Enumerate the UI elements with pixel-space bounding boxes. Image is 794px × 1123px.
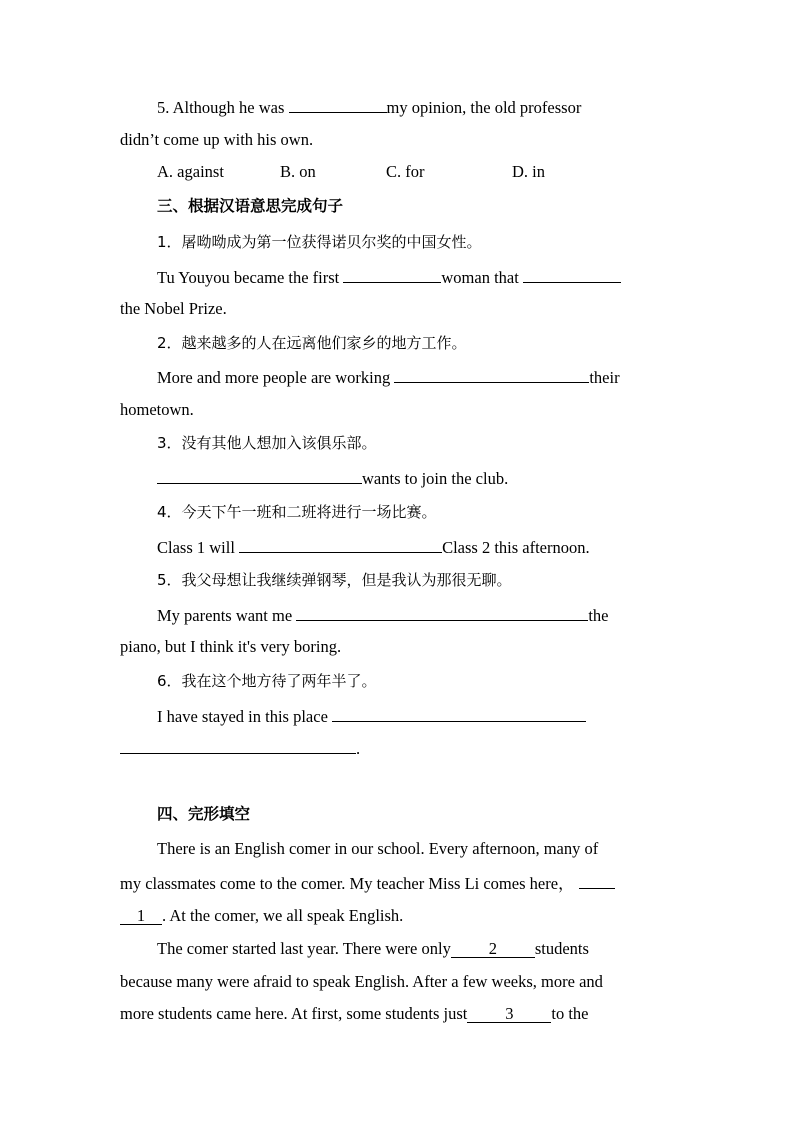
s3-item5-en-a: My parents want me (157, 606, 293, 625)
s3-item6-cn: 6．我在这个地方待了两年半了。 (157, 672, 377, 690)
s3-item3-blank[interactable] (157, 468, 362, 484)
option-d[interactable]: D. in (512, 162, 545, 181)
s3-item3-cn: 3．没有其他人想加入该俱乐部。 (157, 434, 377, 452)
s3-item5-en-b: the (588, 606, 609, 625)
s4-p2-line3 (120, 1004, 588, 1024)
s3-item1-cn: 1．屠呦呦成为第一位获得诺贝尔奖的中国女性。 (157, 233, 482, 251)
s3-item5-cn: 5．我父母想让我继续弹钢琴，但是我认为那很无聊。 (157, 571, 512, 589)
s4-p2-line3-a: more students came here. At first, some students just (120, 1004, 468, 1023)
s3-item6-en-a: I have stayed in this place (157, 707, 328, 726)
s3-item2-en-a: More and more people are working (157, 368, 391, 387)
s3-item2-blank[interactable] (394, 367, 589, 383)
s3-item4-en-a: Class 1 will (157, 538, 235, 557)
mc-q5-prefix: 5. Although he was (157, 98, 285, 117)
s4-p1-line3 (120, 906, 403, 926)
s3-item5-blank[interactable] (296, 605, 588, 621)
s3-item6-blank1[interactable] (332, 706, 586, 722)
s4-blank1-top (579, 873, 615, 889)
mc-q5-suffix: my opinion, the old professor (386, 98, 582, 117)
s3-item6-blank2[interactable] (120, 738, 356, 754)
s3-item3-en (157, 468, 508, 489)
section4-heading: 四、完形填空 (157, 805, 251, 823)
s3-item4-blank[interactable] (239, 537, 442, 553)
s3-item5-en-c: piano, but I think it's very boring. (120, 637, 342, 656)
mc-q5-line1 (157, 97, 581, 118)
s4-p2-line1 (157, 939, 589, 959)
mc-q5-blank[interactable] (289, 97, 387, 113)
s3-item1-en-c: the Nobel Prize. (120, 299, 227, 318)
s3-item2-cn: 2．越来越多的人在远离他们家乡的地方工作。 (157, 334, 467, 352)
s3-item1-en-a: Tu Youyou became the first (157, 268, 340, 287)
s3-item1-blank1[interactable] (343, 267, 441, 283)
s3-item1-en-b: woman that (441, 268, 519, 287)
s3-item2-en-b: their (589, 368, 620, 387)
option-b[interactable]: B. on (280, 162, 316, 181)
s3-item3-en-b: wants to join the club. (362, 469, 509, 488)
s4-p1-line3-text: . At the comer, we all speak English. (162, 906, 404, 925)
s4-p2-line2: because many were afraid to speak English. After a few weeks, more and (120, 972, 603, 991)
option-a[interactable]: A. against (157, 162, 224, 181)
s3-item4-cn: 4．今天下午一班和二班将进行一场比赛。 (157, 503, 437, 521)
s3-item1-en (157, 267, 621, 288)
s3-item2-en (157, 367, 620, 388)
s3-item6-period: . (356, 739, 361, 758)
s3-item4-en-b: Class 2 this afternoon. (442, 538, 590, 557)
s4-blank3[interactable]: 3 (467, 1006, 551, 1023)
s4-p2-line3-b: to the (551, 1004, 589, 1023)
mc-q5-line2: didn’t come up with his own. (120, 130, 314, 149)
s3-item6-line2 (120, 738, 360, 759)
s4-p1-line2-text: my classmates come to the comer. My teacher Miss Li comes here， (120, 874, 575, 893)
s4-p2-line1-a: The comer started last year. There were only (157, 939, 451, 958)
option-c[interactable]: C. for (386, 162, 425, 181)
s4-p1-line1: There is an English comer in our school. Every afternoon, many of (157, 839, 599, 858)
s4-p1-line2 (120, 873, 615, 894)
s4-p2-line1-b: students (534, 939, 589, 958)
s3-item6-en (157, 706, 586, 727)
section3-heading: 三、根据汉语意思完成句子 (157, 197, 344, 215)
s3-item2-en-c: hometown. (120, 400, 194, 419)
s4-blank2[interactable]: 2 (451, 941, 535, 958)
s3-item1-blank2[interactable] (523, 267, 621, 283)
s4-blank1[interactable]: 1 (120, 908, 162, 925)
s3-item4-en (157, 537, 590, 558)
s3-item5-en (157, 605, 608, 626)
